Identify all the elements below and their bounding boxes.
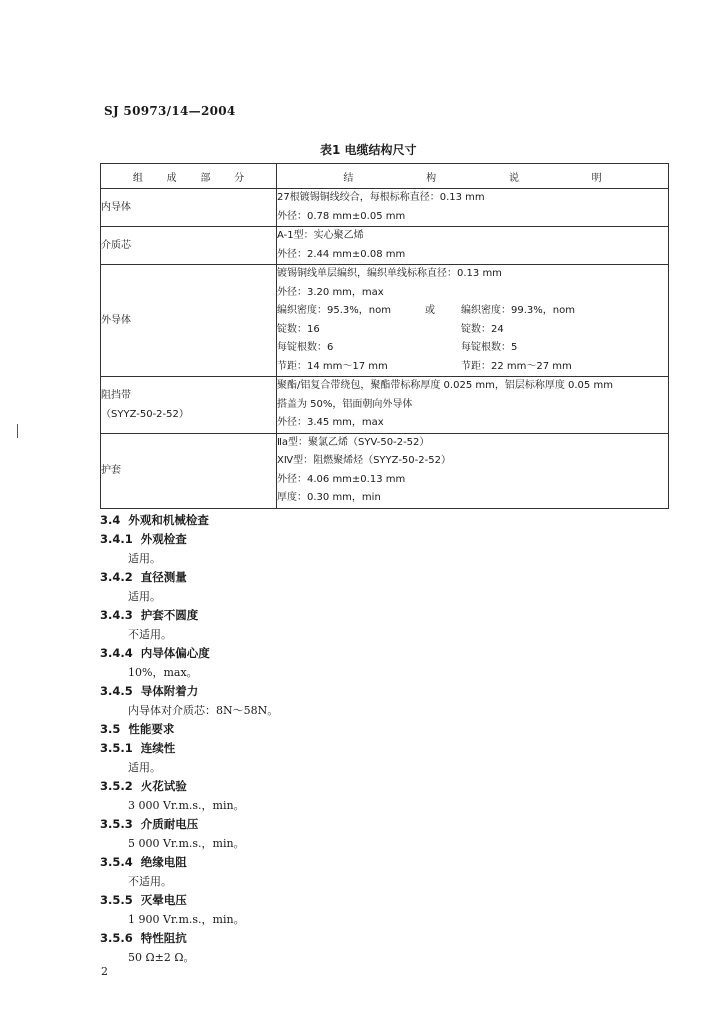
table-title: 表1 电缆结构尺寸 [320, 143, 417, 157]
table-row: 外导体 镀锡铜线单层编织，编织单线标称直径：0.13 mm 外径：3.20 mm，max 编织密度：95.3%，nom 或 编织密度：99.3%，nom 锭数：16 锭数：24 每锭根数：6 每锭根数：5 节距：14 mm～17 mm 节距：22 mm～27 mm [101, 265, 669, 377]
section-heading: 3.5.6 特性阻抗 [100, 931, 187, 945]
section-heading: 3.5 性能要求 [100, 722, 175, 736]
section-text: 不适用。 [128, 628, 172, 641]
table-header-row [101, 164, 669, 189]
header-description: 结 构 说 明 [277, 164, 669, 189]
part-dielectric-core: 介质芯 [101, 227, 277, 265]
part-barrier-tape: 阻挡带 （SYYZ-50-2-52） [101, 377, 277, 434]
table-row: 护套 Ⅱa型：聚氯乙烯（SYV-50-2-52） XⅣ型：阻燃聚烯烃（SYYZ-50-2-52） 外径：4.06 mm±0.13 mm 厚度：0.30 mm，min [101, 433, 669, 508]
section-text: 适用。 [128, 590, 161, 603]
section-heading: 3.4.5 导体附着力 [100, 684, 199, 698]
part-inner-conductor: 内导体 [101, 189, 277, 227]
section-heading: 3.5.3 介质耐电压 [100, 817, 199, 831]
section-heading: 3.4.1 外观检查 [100, 532, 187, 546]
table-row: 介质芯 A-1型：实心聚乙烯 外径：2.44 mm±0.08 mm [101, 227, 669, 265]
section-text: 不适用。 [128, 875, 172, 888]
section-text: 10%，max。 [128, 666, 198, 679]
section-heading: 3.5.5 灭晕电压 [100, 893, 187, 907]
section-text: 50 Ω±2 Ω。 [128, 951, 195, 964]
section-heading: 3.5.1 连续性 [100, 741, 176, 755]
section-text: 5 000 Vr.m.s.，min。 [128, 837, 245, 850]
part-outer-conductor: 外导体 [101, 265, 277, 377]
header-part: 组 成 部 分 [101, 164, 277, 189]
section-text: 适用。 [128, 761, 161, 774]
section-heading: 3.4 外观和机械检查 [100, 513, 209, 527]
page-number: 2 [101, 965, 108, 978]
margin-mark [17, 424, 18, 438]
cable-structure-table [100, 163, 669, 509]
section-text: 1 900 Vr.m.s.，min。 [128, 913, 245, 926]
section-heading: 3.5.4 绝缘电阻 [100, 855, 187, 869]
section-heading: 3.4.4 内导体偏心度 [100, 646, 210, 660]
section-heading: 3.4.2 直径测量 [100, 570, 187, 584]
section-text: 3 000 Vr.m.s.，min。 [128, 799, 245, 812]
table-row: 阻挡带 （SYYZ-50-2-52） 聚酯/铝复合带绕包，聚酯带标称厚度 0.025 mm，铝层标称厚度 0.05 mm 搭盖为 50%，铝面朝向外导体 外径：3.45 mm，max [101, 377, 669, 434]
part-jacket: 护套 [101, 433, 277, 508]
section-heading: 3.5.2 火花试验 [100, 779, 187, 793]
document-code: SJ 50973/14—2004 [104, 104, 236, 118]
section-text: 内导体对介质芯：8N～58N。 [128, 704, 279, 717]
table-row: 内导体 27根镀锡铜线绞合，每根标称直径：0.13 mm 外径：0.78 mm±0.05 mm [101, 189, 669, 227]
section-text: 适用。 [128, 552, 161, 565]
section-heading: 3.4.3 护套不圆度 [100, 608, 199, 622]
